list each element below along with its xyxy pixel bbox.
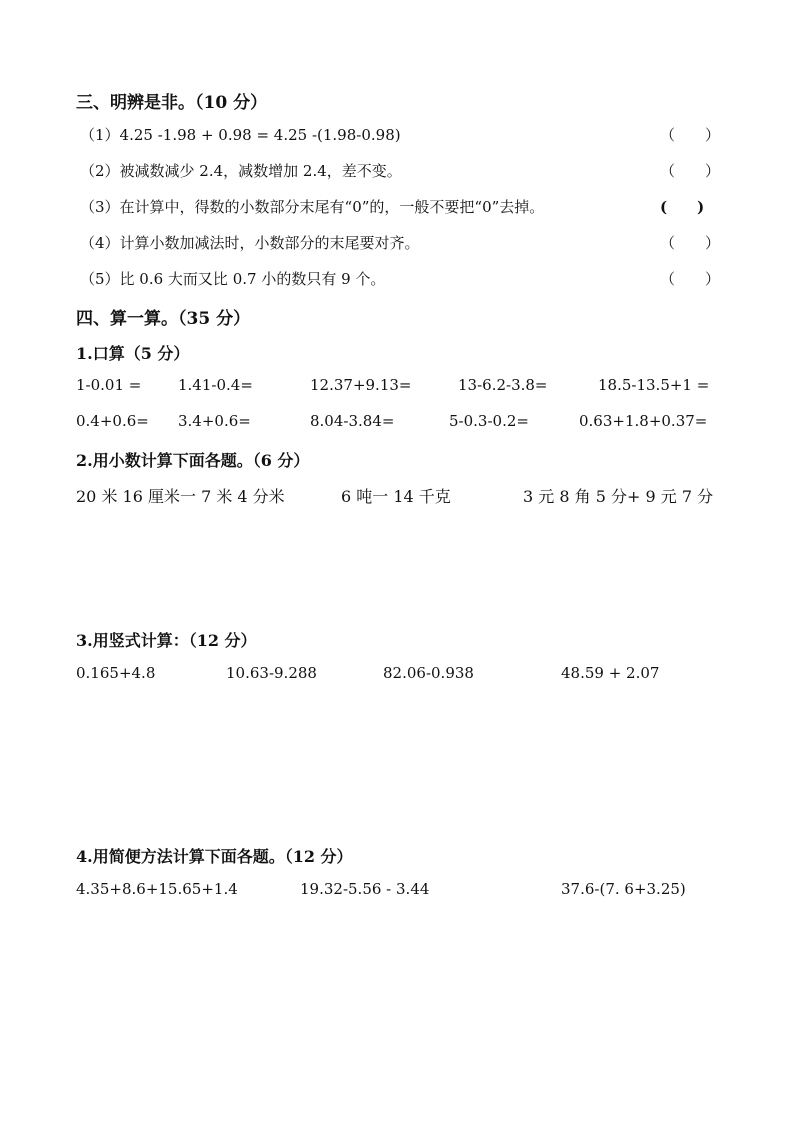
vertical-calc-4: 48.59 + 2.07: [561, 664, 660, 682]
section-4-title: 四、算一算。（35 分）: [76, 309, 251, 329]
oral-calc-2-2: 3.4+0.6=: [178, 412, 251, 430]
unit-calc-3: 3 元 8 角 5 分+ 9 元 7 分: [523, 487, 714, 506]
oral-calc-2-4: 5-0.3-0.2=: [449, 412, 529, 430]
judge-item-1: （1）4.25 -1.98 + 0.98 = 4.25 -(1.98-0.98): [80, 126, 401, 144]
simple-calc-2: 19.32-5.56 - 3.44: [300, 880, 430, 898]
judge-item-2: （2）被减数减少 2.4，减数增加 2.4，差不变。: [80, 162, 402, 180]
oral-calc-1-3: 12.37+9.13=: [310, 376, 412, 394]
judge-item-3: （3）在计算中，得数的小数部分末尾有“0”的，一般不要把“0”去掉。: [80, 198, 545, 216]
answer-paren-2[interactable]: （ ）: [660, 162, 721, 180]
oral-calc-1-5: 18.5-13.5+1 =: [598, 376, 710, 394]
answer-paren-1[interactable]: （ ）: [660, 126, 721, 144]
answer-paren-5[interactable]: （ ）: [660, 270, 721, 288]
vertical-calc-2: 10.63-9.288: [226, 664, 317, 682]
part-2-title: 2.用小数计算下面各题。（6 分）: [76, 451, 310, 470]
vertical-calc-3: 82.06-0.938: [383, 664, 474, 682]
part-3-title: 3.用竖式计算：（12 分）: [76, 631, 257, 650]
judge-item-5: （5）比 0.6 大而又比 0.7 小的数只有 9 个。: [80, 270, 386, 288]
oral-calc-1-4: 13-6.2-3.8=: [458, 376, 548, 394]
oral-calc-1-2: 1.41-0.4=: [178, 376, 253, 394]
oral-calc-2-5: 0.63+1.8+0.37=: [579, 412, 708, 430]
oral-calc-1-1: 1-0.01 =: [76, 376, 142, 394]
oral-calc-2-1: 0.4+0.6=: [76, 412, 149, 430]
answer-paren-3[interactable]: ( ): [660, 198, 705, 216]
simple-calc-1: 4.35+8.6+15.65+1.4: [76, 880, 238, 898]
section-3-title: 三、明辨是非。（10 分）: [76, 93, 268, 113]
judge-item-4: （4）计算小数加减法时，小数部分的末尾要对齐。: [80, 234, 420, 252]
vertical-calc-1: 0.165+4.8: [76, 664, 156, 682]
oral-calc-2-3: 8.04-3.84=: [310, 412, 395, 430]
part-4-title: 4.用简便方法计算下面各题。（12 分）: [76, 847, 353, 866]
simple-calc-3: 37.6-(7. 6+3.25): [561, 880, 686, 898]
answer-paren-4[interactable]: （ ）: [660, 234, 721, 252]
part-1-title: 1.口算（5 分）: [76, 344, 190, 363]
unit-calc-2: 6 吨一 14 千克: [341, 487, 451, 506]
unit-calc-1: 20 米 16 厘米一 7 米 4 分米: [76, 487, 285, 506]
